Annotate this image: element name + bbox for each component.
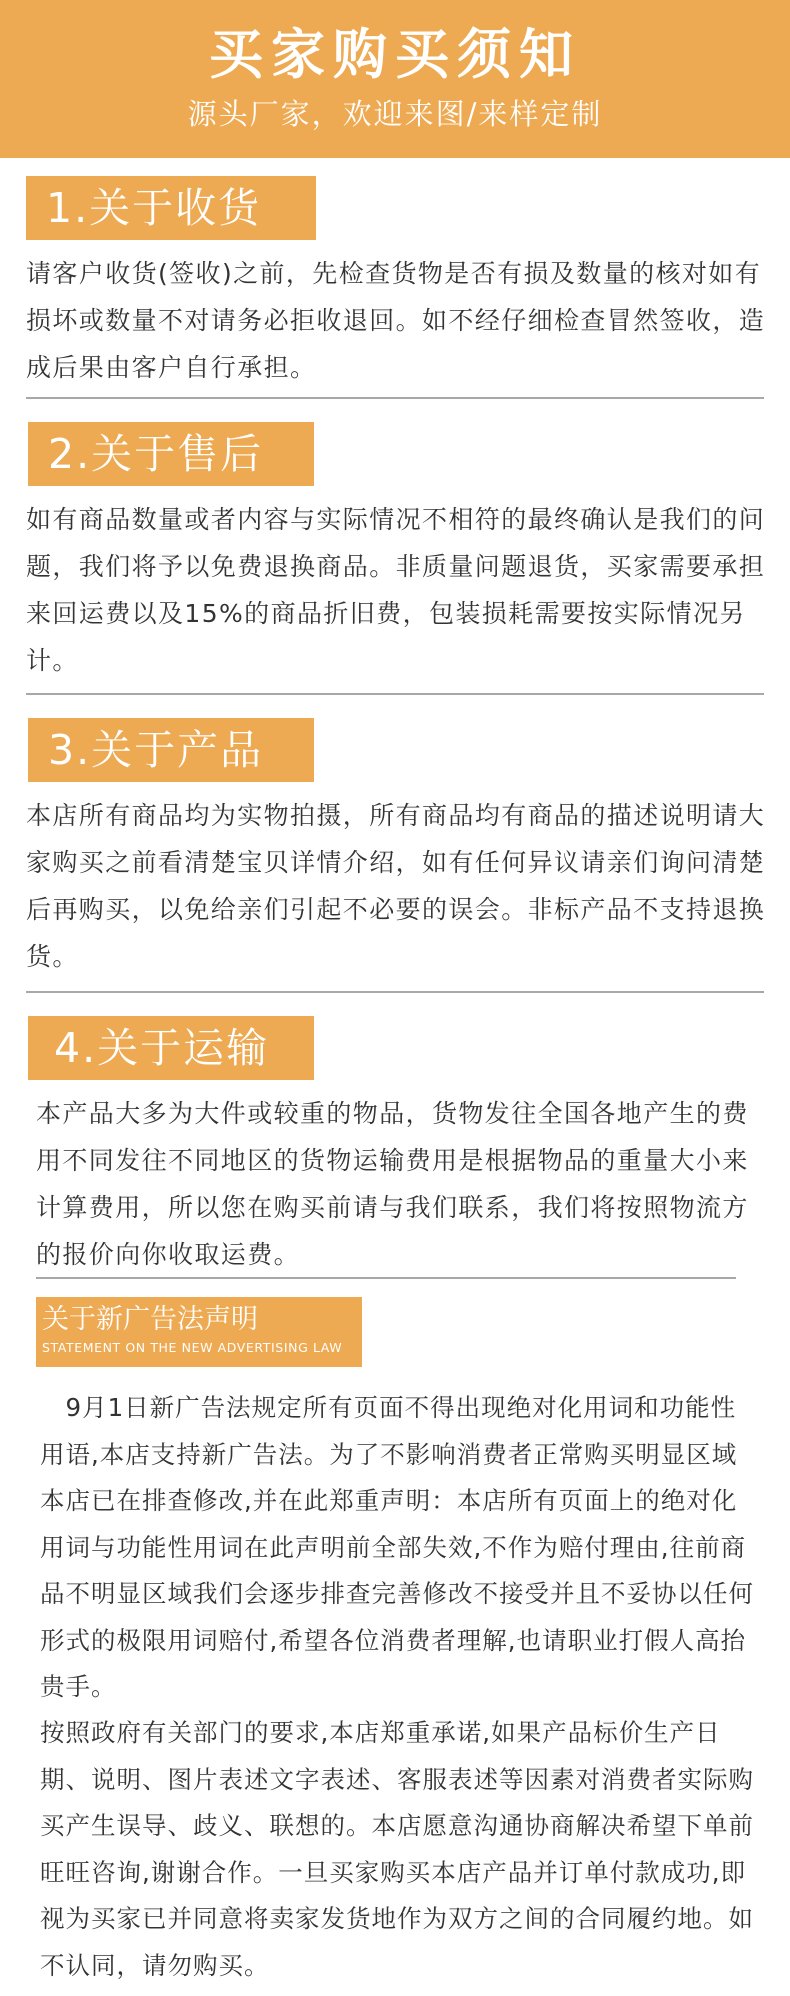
law-commitment-paragraph: 按照政府有关部门的要求,本店郑重承诺,如果产品标价生产日期、说明、图片表述文字表述、客服表述等因素对消费者实际购买产生误导、歧义、联想的。本店愿意沟通协商解决希望下单前旺旺咨询,谢谢合作。一旦买家购买本店产品并订单付款成功,即视为买家已并同意将卖家发货地作为双方之间的合同履约地。如不认同，请勿购买。 (40, 1718, 754, 1980)
page-subtitle: 源头厂家，欢迎来图/来样定制 (187, 97, 603, 131)
section-divider (26, 397, 764, 399)
law-statement-subtitle: STATEMENT ON THE NEW ADVERTISING LAW (42, 1340, 343, 1355)
section-heading-after-sales: 2.关于售后 (28, 422, 314, 486)
section-heading-shipping: 4.关于运输 (28, 1016, 314, 1080)
section-heading-product: 3.关于产品 (28, 718, 314, 782)
section-divider (36, 1277, 736, 1279)
law-statement-paragraph: 9月1日新广告法规定所有页面不得出现绝对化用词和功能性用语,本店支持新广告法。为了不影响消费者正常购买明显区域本店已在排查修改,并在此郑重声明：本店所有页面上的绝对化用词与功能性用词在此声明前全部失效,不作为赔付理由,往前商品不明显区域我们会逐步排查完善修改不接受并且不妥协以任何形式的极限用词赔付,希望各位消费者理解,也请职业打假人高抬贵手。 (40, 1393, 754, 1701)
page-title: 买家购买须知 (209, 23, 581, 86)
section-text-after-sales: 如有商品数量或者内容与实际情况不相符的最终确认是我们的问题，我们将予以免费退换商品。非质量问题退货，买家需要承担来回运费以及15%的商品折旧费，包装损耗需要按实际情况另计。 (26, 505, 766, 675)
section-heading-receiving: 1.关于收货 (26, 176, 316, 240)
section-text-product: 本店所有商品均为实物拍摄，所有商品均有商品的描述说明请大家购买之前看清楚宝贝详情介绍，如有任何异议请亲们询问清楚后再购买，以免给亲们引起不必要的误会。非标产品不支持退换货。 (26, 801, 766, 971)
header-banner (0, 0, 790, 158)
section-text-shipping: 本产品大多为大件或较重的物品，货物发往全国各地产生的费用不同发往不同地区的货物运输费用是根据物品的重量大小来计算费用，所以您在购买前请与我们联系，我们将按照物流方的报价向你收取运费。 (36, 1099, 749, 1269)
law-statement-title: 关于新广告法声明 (42, 1304, 258, 1335)
law-statement-badge (36, 1297, 362, 1367)
section-divider (26, 693, 764, 695)
section-divider (26, 991, 764, 993)
section-text-receiving: 请客户收货(签收)之前，先检查货物是否有损及数量的核对如有损坏或数量不对请务必拒收退回。如不经仔细检查冒然签收，造成后果由客户自行承担。 (26, 259, 766, 382)
